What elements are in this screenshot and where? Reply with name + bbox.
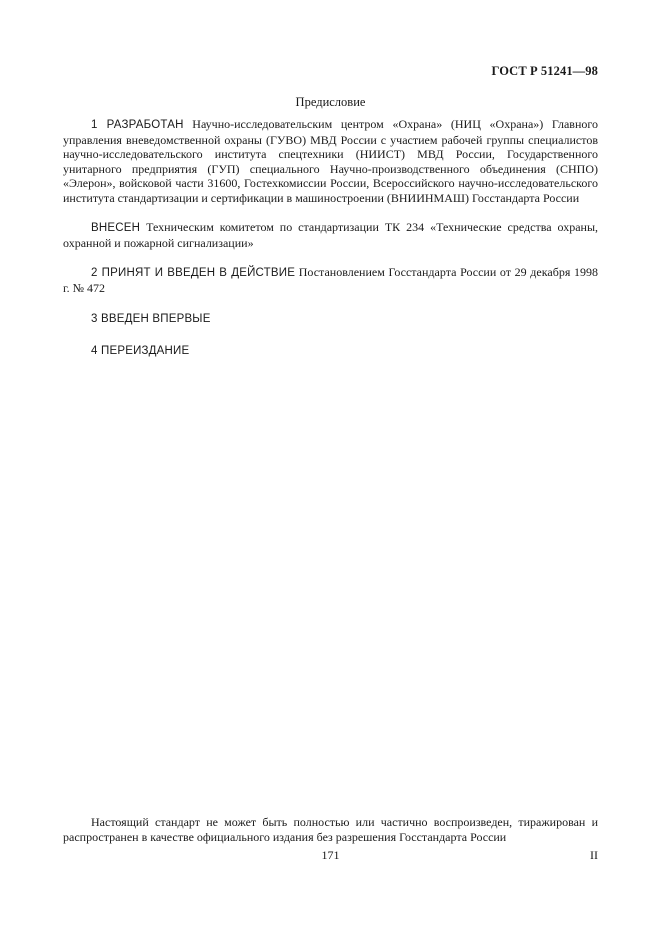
paragraph-developed bbox=[63, 117, 598, 205]
paragraph-first-introduced bbox=[63, 311, 598, 327]
copyright-notice bbox=[63, 815, 598, 844]
paragraph-adopted bbox=[63, 265, 598, 295]
paragraph-lead: 4 ПЕРЕИЗДАНИЕ bbox=[91, 344, 190, 357]
document-code: ГОСТ Р 51241—98 bbox=[491, 64, 598, 78]
paragraph-reissue bbox=[63, 343, 598, 359]
roman-page-number: II bbox=[590, 848, 598, 862]
paragraph-lead: 2 ПРИНЯТ И ВВЕДЕН В ДЕЙСТВИЕ bbox=[91, 267, 296, 279]
paragraph-text: Техническим комитетом по стандартизации ТК 234 «Технические средства охраны, охранной и пожарной сигнализации» bbox=[63, 220, 598, 250]
paragraph-lead: 1 РАЗРАБОТАН bbox=[91, 119, 184, 131]
paragraph-lead: 3 ВВЕДЕН ВПЕРВЫЕ bbox=[91, 313, 211, 325]
foreword-body bbox=[63, 117, 598, 358]
notice-text: Настоящий стандарт не может быть полностью или частично воспроизведен, тиражирован и распространен в качестве официального издания без разрешения Госстандарта России bbox=[63, 815, 598, 844]
paragraph-lead: ВНЕСЕН bbox=[91, 222, 141, 234]
page-number: 171 bbox=[321, 848, 340, 862]
section-title: Предисловие bbox=[295, 95, 366, 109]
paragraph-introduced bbox=[63, 220, 598, 250]
paragraph-text: Научно-исследовательским центром «Охрана» (НИЦ «Охрана») Главного управления вневедомственной охраны (ГУВО) МВД России с участием рабочей группы специалистов научно-исследовательского института спецтехники (НИИСТ) МВД России, Государственного унитарного предприятия (ГУП) специального Научно-производственного объединения (СНПО) «Элерон», войсковой части 31600, Гостехкомиссии России, Всероссийского научно-исследовательского института стандартизации и сертификации в машиностроении (ВНИИНМАШ) Госстандарта России bbox=[63, 117, 598, 205]
paragraph-text: Постановлением Госстандарта России от 29 декабря 1998 г. № 472 bbox=[63, 265, 599, 295]
